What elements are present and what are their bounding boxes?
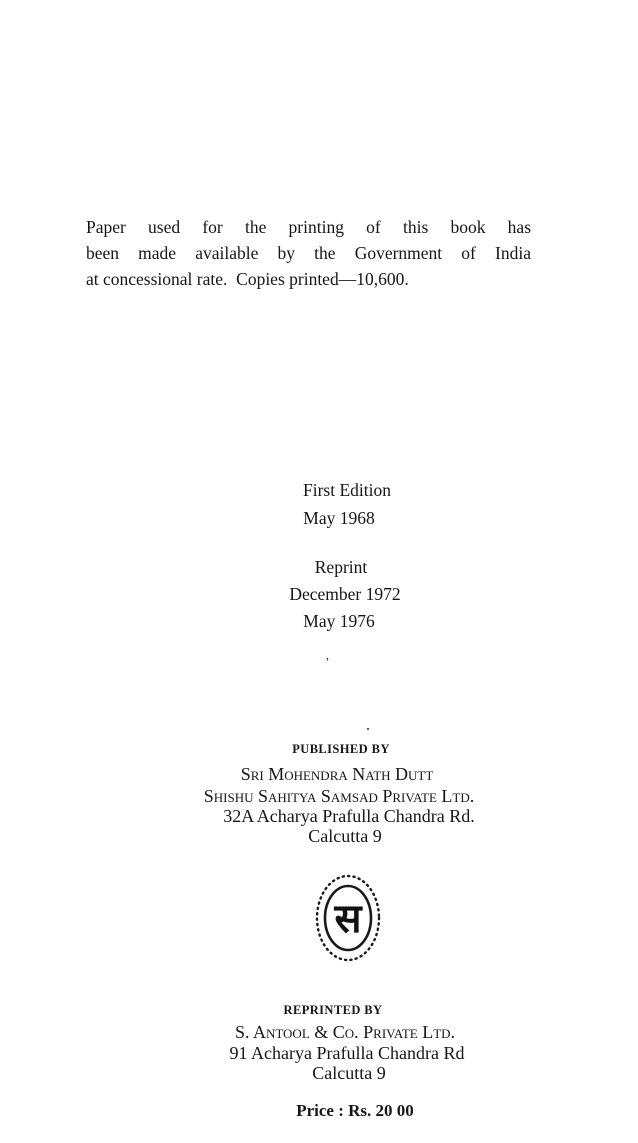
stray-mark: , bbox=[326, 648, 329, 662]
notice-line-1: Paper used for the printing of this book has bbox=[86, 217, 531, 237]
first-edition-date: May 1968 bbox=[303, 508, 375, 528]
stray-dot bbox=[367, 728, 369, 730]
first-edition-label: First Edition bbox=[303, 480, 391, 500]
publisher-company: Shishu Sahitya Samsad Private Ltd. bbox=[203, 786, 475, 806]
reprint-date-1: December 1972 bbox=[289, 584, 401, 604]
notice-line-3: at concessional rate. Copies printed—10,600. bbox=[86, 269, 409, 289]
publisher-emblem bbox=[312, 870, 384, 966]
publisher-name: Sri Mohendra Nath Dutt bbox=[240, 764, 434, 784]
reprint-date-2: May 1976 bbox=[303, 611, 375, 631]
price: Price : Rs. 20 00 bbox=[296, 1101, 414, 1120]
reprinted-by-heading: REPRINTED BY bbox=[283, 1003, 383, 1017]
reprinter-name: S. Antool & Co. Private Ltd. bbox=[234, 1022, 456, 1042]
publisher-city: Calcutta 9 bbox=[308, 826, 382, 846]
reprint-label: Reprint bbox=[314, 557, 368, 577]
notice-line-2: been made available by the Government of India bbox=[86, 243, 531, 263]
emblem-letter-icon: स bbox=[334, 896, 362, 942]
publisher-address: 32A Acharya Prafulla Chandra Rd. bbox=[223, 806, 475, 826]
paper-notice bbox=[86, 214, 531, 292]
published-by-heading: PUBLISHED BY bbox=[292, 742, 390, 756]
reprinter-address: 91 Acharya Prafulla Chandra Rd bbox=[229, 1043, 465, 1063]
reprinter-city: Calcutta 9 bbox=[312, 1063, 386, 1083]
